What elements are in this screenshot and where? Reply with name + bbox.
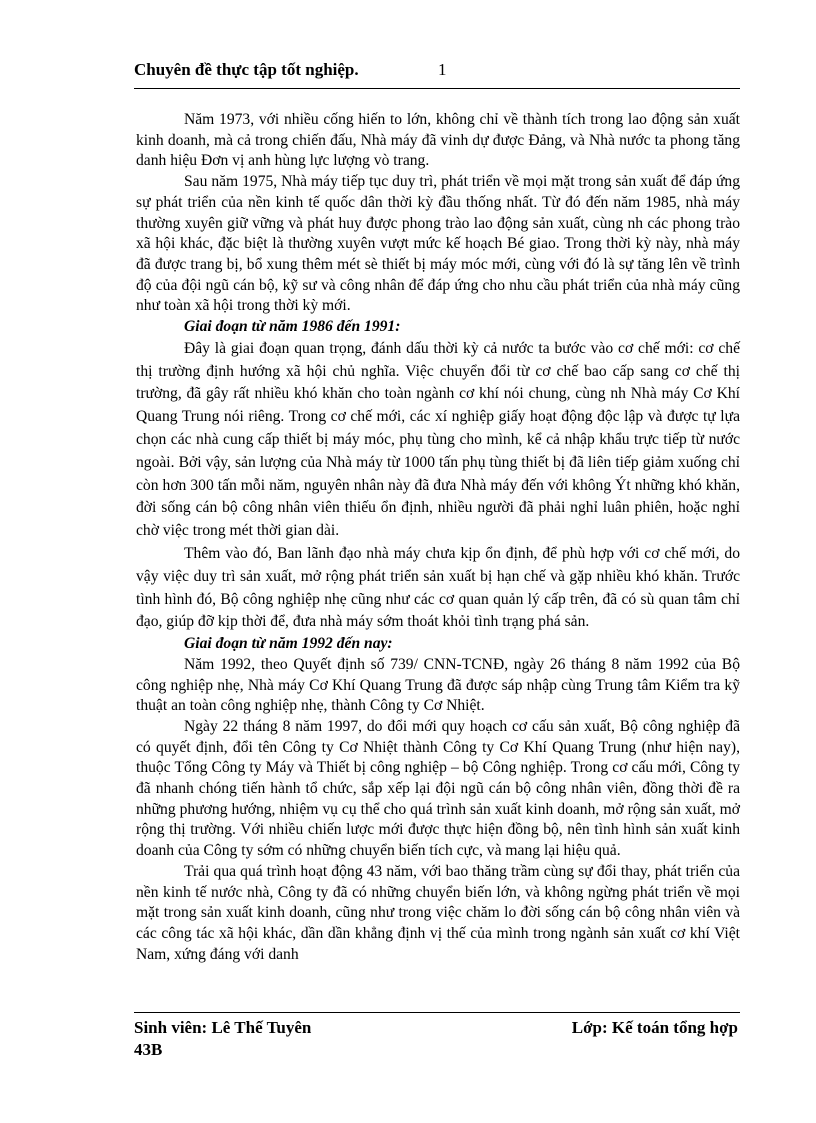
section-heading: Giai đoạn từ năm 1986 đến 1991: [184,318,401,336]
paragraph: Ngày 22 tháng 8 năm 1997, do đổi mới quy hoạch cơ cấu sản xuất, Bộ công nghiệp đã có quyết định, đổi tên Công ty Cơ Nhiệt thành Công ty Cơ Khí Quang Trung (như hiện nay), thuộc Tổng Công ty Máy và Thiết bị công nghiệp – bộ Công nghiệp. Trong cơ cấu mới, Công ty đã nhanh chóng tiến hành tổ chức, sắp xếp lại đội ngũ cán bộ công nhân viên, đồng thời đề ra những phương hướng, nhiệm vụ cụ thể cho quá trình sản xuất kinh doanh, mở rộng sản xuất, mở rộng thị trường. Với nhiều chiến lược mới được thực hiện đồng bộ, nên tình hình sản xuất kinh doanh của Công ty sớm có những chuyển biến tích cực, và mang lại hiệu quả. [136,717,740,860]
page-number: 1 [438,60,447,79]
paragraph: Trải qua quá trình hoạt động 43 năm, với bao thăng trầm cùng sự đổi thay, phát triển của nền kinh tế nước nhà, Công ty đã có những chuyển biến lớn, và không ngừng phát triển về mọi mặt trong sản xuất kinh doanh, cũng như trong việc chăm lo đời sống cán bộ công nhân viên và các công tác xã hội khác, dần dần khẳng định vị thế của mình trong ngành sản xuất cơ khí Việt Nam, xứng đáng với danh [136,862,740,963]
paragraph: Năm 1973, với nhiều cống hiến to lớn, không chỉ về thành tích trong lao động sản xuất kinh doanh, mà cả trong chiến đấu, Nhà máy đã vinh dự được Đảng, và Nhà nước ta phong tăng danh hiệu Đơn vị anh hùng lực lượng vò trang. [136,111,740,170]
header-title: Chuyên đề thực tập tốt nghiệp. [134,60,359,79]
footer-rule [134,1012,740,1013]
footer-student: Sinh viên: Lê Thế Tuyên [134,1018,312,1037]
section-heading: Giai đoạn từ năm 1992 đến nay: [184,635,393,653]
paragraph: Năm 1992, theo Quyết định số 739/ CNN-TCNĐ, ngày 26 tháng 8 năm 1992 của Bộ công nghiệp nhẹ, Nhà máy Cơ Khí Quang Trung đã được sáp nhập cùng Trung tâm Kiểm tra kỹ thuật an toàn công nghiệp nhẹ, thành Công ty Cơ Nhiệt. [136,655,740,715]
document-body [136,110,740,965]
page-header [134,58,740,88]
footer-class-label: Lớp: Kế toán tổng hợp [571,1018,738,1037]
footer-class-code: 43B [134,1040,163,1059]
paragraph: Thêm vào đó, Ban lãnh đạo nhà máy chưa kịp ổn định, để phù hợp với cơ chế mới, do vậy việc duy trì sản xuất, mở rộng phát triển sản xuất bị hạn chế và gặp nhiều khó khăn. Trước tình hình đó, Bộ công nghiệp nhẹ cũng như các cơ quan quản lý cấp trên, đã có sù quan tâm chỉ đạo, giúp đỡ kịp thời để, đưa nhà máy sớm thoát khỏi tình trạng phá sản. [136,544,740,631]
paragraph: Sau năm 1975, Nhà máy tiếp tục duy trì, phát triển về mọi mặt trong sản xuất để đáp ứng sự phát triển của nền kinh tế quốc dân thời kỳ đầu thống nhất. Từ đó đến năm 1985, nhà máy thường xuyên giữ vững và phát huy được phong trào lao động sản xuất, cùng nh các phong trào xã hội khác, đặc biệt là thường xuyên vượt mức kế hoạch Bé giao. Trong thời kỳ này, nhà máy đã được trang bị, bổ xung thêm mét sè thiết bị máy móc mới, cùng với đó là sự tăng lên về trình độ của đội ngũ cán bộ, kỹ sư và công nhân để đáp ứng cho nhu cầu phát triển của nhà máy cũng như toàn xã hội trong thời kỳ mới. [136,173,740,315]
header-rule [134,88,740,89]
paragraph: Đây là giai đoạn quan trọng, đánh dấu thời kỳ cả nước ta bước vào cơ chế mới: cơ chế thị trường định hướng xã hội chủ nghĩa. Việc chuyển đổi từ cơ chế bao cấp sang cơ chế thị trường, đã gây rất nhiều khó khăn cho toàn ngành cơ khí nói chung, cùng nh Nhà máy Cơ Khí Quang Trung nói riêng. Trong cơ chế mới, các xí nghiệp giấy hoạt động độc lập và được tự lựa chọn các nhà cung cấp thiết bị máy móc, phụ tùng cho mình, kể cả nhập khẩu trực tiếp từ nước ngoài. Bởi vậy, sản lượng của Nhà máy từ 1000 tấn phụ tùng thiết bị đã liên tiếp giảm xuống chỉ còn hơn 300 tấn mỗi năm, nguyên nhân này đã đưa Nhà máy đến với không Ýt những khó khăn, đời sống cán bộ công nhân viên thiếu ổn định, nhiều người đã phải nghỉ luân phiên, hoặc nghỉ chờ việc trong mét thời gian dài. [136,339,740,540]
